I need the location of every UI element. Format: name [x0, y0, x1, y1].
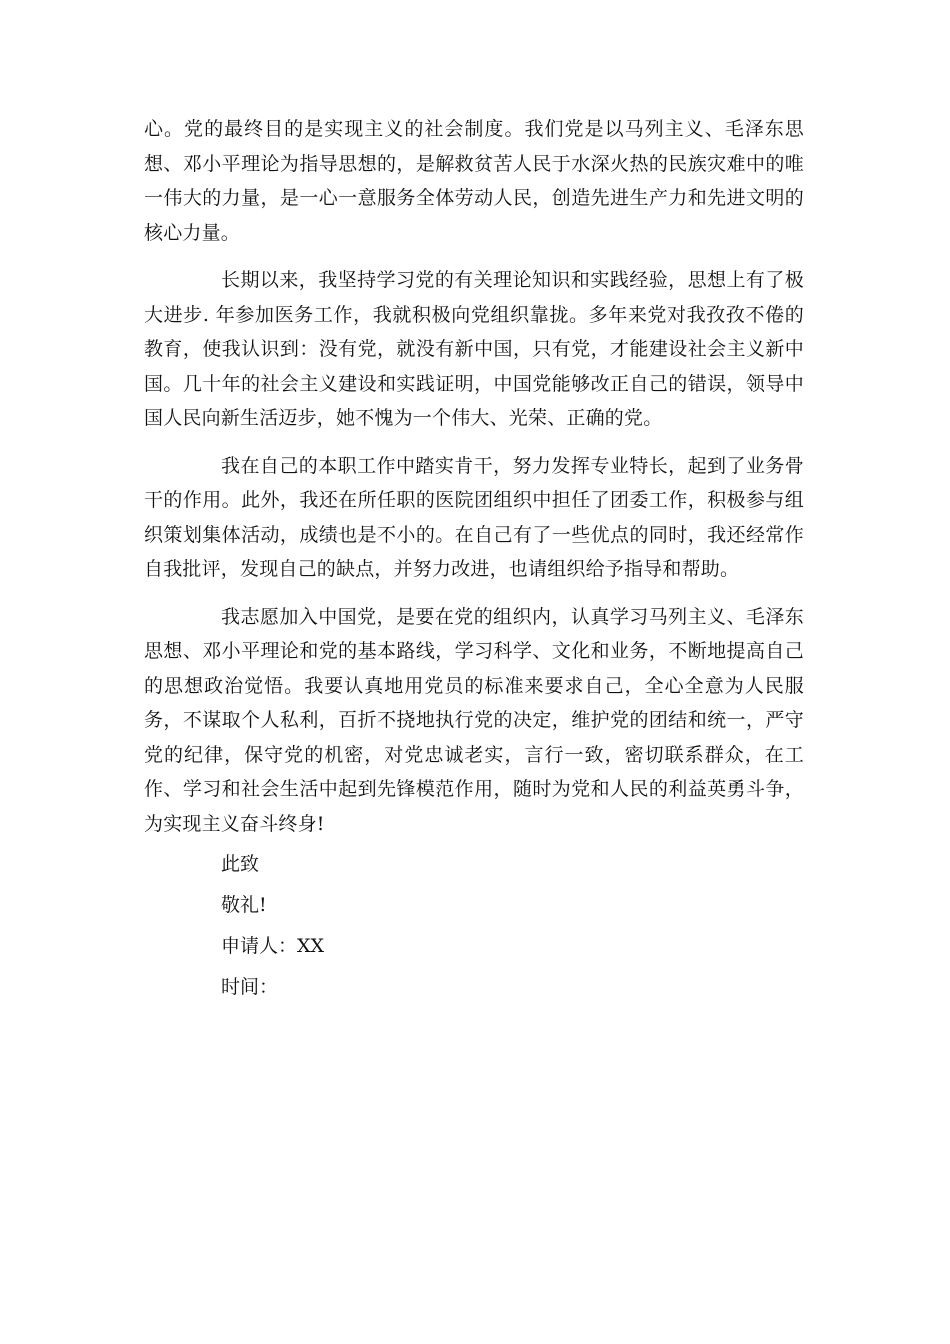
paragraph-1: 心。党的最终目的是实现主义的社会制度。我们党是以马列主义、毛泽东思想、邓小平理论为指导思想的，是解救贫苦人民于水深火热的民族灾难中的唯一伟大的力量，是一心一意服务全体劳动人民，创造先进生产力和先进文明的核心力量。 [144, 118, 804, 244]
paragraph-2: 长期以来，我坚持学习党的有关理论知识和实践经验，思想上有了极大进步. 年参加医务工作，我就积极向党组织靠拢。多年来党对我孜孜不倦的教育，使我认识到：没有党，就没有新中国，只有党，才能建设社会主义新中国。几十年的社会主义建设和实践证明，中国党能够改正自己的错误，领导中国人民向新生活迈步，她不愧为一个伟大、光荣、正确的党。 [144, 269, 804, 429]
time-line: 时间： [221, 976, 279, 998]
applicant-line: 申请人：XX [221, 935, 325, 957]
document-page [144, 112, 804, 1004]
paragraph-3: 我在自己的本职工作中踏实肯干，努力发挥专业特长，起到了业务骨干的作用。此外，我还在所任职的医院团组织中担任了团委工作，积极参与组织策划集体活动，成绩也是不小的。在自己有了一些优点的同时，我还经常作自我批评，发现自己的缺点，并努力改进，也请组织给予指导和帮助。 [144, 454, 804, 580]
closing-regards: 敬礼! [221, 894, 267, 916]
closing-salutation: 此致 [221, 853, 260, 875]
paragraph-4: 我志愿加入中国党，是要在党的组织内，认真学习马列主义、毛泽东思想、邓小平理论和党的基本路线，学习科学、文化和业务，不断地提高自己的思想政治觉悟。我要认真地用党员的标准来要求自己，全心全意为人民服务，不谋取个人私利，百折不挠地执行党的决定，维护党的团结和统一，严守党的纪律，保守党的机密，对党忠诚老实，言行一致，密切联系群众，在工作、学习和社会生活中起到先锋模范作用，随时为党和人民的利益英勇斗争，为实现主义奋斗终身! [144, 605, 804, 835]
